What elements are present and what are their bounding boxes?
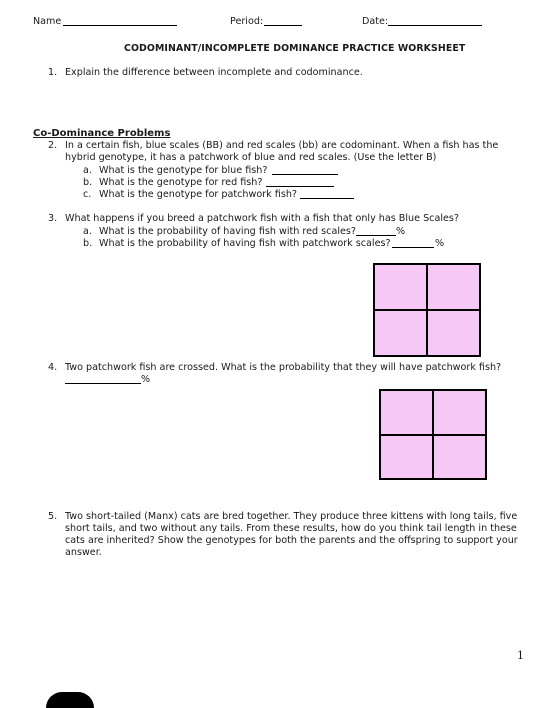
punnett-square-q4 — [379, 389, 487, 480]
question-3a-text: What is the probability of having fish with red scales? — [99, 226, 356, 237]
question-5-line-2: short tails, and two without any tails. From these results, how do you think tail length in these — [65, 523, 517, 534]
period-label: Period: — [230, 16, 264, 27]
question-4-number: 4. — [48, 362, 58, 373]
question-3b-letter: b. — [83, 238, 93, 249]
corner-mark-decoration — [46, 692, 94, 708]
name-label: Name — [33, 16, 62, 27]
question-2c-letter: c. — [83, 189, 92, 200]
question-1-text: Explain the difference between incomplete and codominance. — [65, 67, 363, 78]
worksheet-title: CODOMINANT/INCOMPLETE DOMINANCE PRACTICE WORKSHEET — [124, 43, 466, 54]
punnett-square-q3 — [373, 263, 481, 357]
question-5-number: 5. — [48, 511, 58, 522]
punnett-divider-horizontal — [375, 309, 479, 311]
period-field[interactable] — [264, 16, 302, 26]
question-2-line-2: hybrid genotype, it has a patchwork of blue and red scales. (Use the letter B) — [65, 152, 437, 163]
name-field[interactable] — [63, 16, 177, 26]
question-3a-answer[interactable] — [356, 226, 396, 236]
date-label: Date: — [362, 16, 389, 27]
question-2-line-1: In a certain fish, blue scales (BB) and red scales (bb) are codominant. When a fish has the — [65, 140, 499, 151]
question-2a-text: What is the genotype for blue fish? — [99, 165, 268, 176]
question-4-text: Two patchwork fish are crossed. What is the probability that they will have patchwork fish? — [65, 362, 502, 373]
section-heading: Co-Dominance Problems — [33, 128, 171, 139]
date-field[interactable] — [388, 16, 482, 26]
question-5-line-4: answer. — [65, 547, 102, 558]
question-3a-percent: % — [396, 226, 406, 237]
question-2c-text: What is the genotype for patchwork fish? — [99, 189, 297, 200]
question-3-text: What happens if you breed a patchwork fish with a fish that only has Blue Scales? — [65, 213, 459, 224]
question-5-line-1: Two short-tailed (Manx) cats are bred together. They produce three kittens with long tails, five — [65, 511, 518, 522]
question-2c-answer[interactable] — [300, 189, 354, 199]
question-2b-text: What is the genotype for red fish? — [99, 177, 263, 188]
question-3b-answer[interactable] — [392, 238, 434, 248]
question-2-number: 2. — [48, 140, 58, 151]
question-2b-answer[interactable] — [266, 177, 334, 187]
question-2a-answer[interactable] — [272, 165, 338, 175]
question-3b-text: What is the probability of having fish with patchwork scales? — [99, 238, 391, 249]
question-2a-letter: a. — [83, 165, 92, 176]
punnett-divider-horizontal — [381, 434, 485, 436]
question-3b-percent: % — [435, 238, 445, 249]
question-1-number: 1. — [48, 67, 58, 78]
page-number: 1 — [517, 649, 524, 662]
question-4-answer[interactable] — [65, 374, 141, 384]
question-3-number: 3. — [48, 213, 58, 224]
question-3a-letter: a. — [83, 226, 92, 237]
question-5-line-3: cats are inherited? Show the genotypes for both the parents and the offspring to support your — [65, 535, 518, 546]
question-2b-letter: b. — [83, 177, 93, 188]
question-4-percent: % — [141, 374, 151, 385]
